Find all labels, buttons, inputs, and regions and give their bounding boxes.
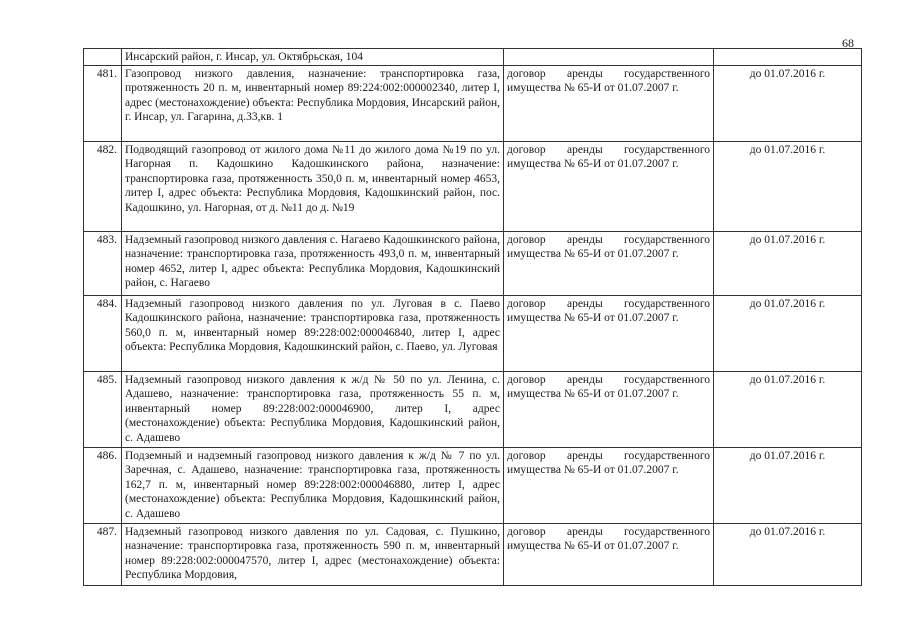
row-basis-cell bbox=[504, 141, 714, 231]
table-row bbox=[84, 371, 862, 447]
row-basis-cell bbox=[504, 371, 714, 447]
row-basis: договор аренды государственного имущества № 65-И от 01.07.2007 г. bbox=[507, 143, 710, 171]
row-number: 485. bbox=[96, 373, 117, 386]
row-description-cell bbox=[122, 141, 504, 231]
row-term: до 01.07.2016 г. bbox=[749, 449, 826, 462]
row-basis-cell bbox=[504, 49, 714, 66]
table-row bbox=[84, 65, 862, 141]
row-basis: договор аренды государственного имущества № 65-И от 01.07.2007 г. bbox=[507, 297, 710, 325]
row-term: до 01.07.2016 г. bbox=[749, 525, 826, 538]
row-basis: договор аренды государственного имущества № 65-И от 01.07.2007 г. bbox=[507, 373, 710, 401]
property-table bbox=[83, 48, 862, 586]
row-term-cell bbox=[714, 65, 862, 141]
row-description: Надземный газопровод низкого давления с. Нагаево Кадошкинского района, назначение: транспортировка газа, протяженность 493,0 п. м, инвентарный номер 4652, литер I, адрес объекта: Республика Мордовия, Кадошкинский район, с. Нагаево bbox=[125, 233, 500, 290]
row-basis-cell bbox=[504, 65, 714, 141]
row-term: до 01.07.2016 г. bbox=[749, 373, 826, 386]
row-basis-cell bbox=[504, 231, 714, 295]
row-basis-cell bbox=[504, 447, 714, 523]
page-number: 68 bbox=[842, 36, 854, 50]
row-basis: договор аренды государственного имущества № 65-И от 01.07.2007 г. bbox=[507, 233, 710, 261]
table-row bbox=[84, 141, 862, 231]
row-number-cell bbox=[84, 523, 122, 585]
row-description-cell bbox=[122, 231, 504, 295]
row-term: до 01.07.2016 г. bbox=[749, 67, 826, 80]
table-row-continuation bbox=[84, 49, 862, 66]
row-description: Надземный газопровод низкого давления по ул. Садовая, с. Пушкино, назначение: транспортировка газа, протяженность 590 п. м, инвентарный номер 89:228:002:000047570, литер I, адрес (местонахождение) объекта: Республика Мордовия, bbox=[125, 525, 500, 582]
row-term: до 01.07.2016 г. bbox=[749, 143, 826, 156]
row-description-cell bbox=[122, 295, 504, 371]
row-term-cell bbox=[714, 371, 862, 447]
table-row bbox=[84, 231, 862, 295]
row-number: 487. bbox=[96, 525, 117, 538]
row-basis: договор аренды государственного имущества № 65-И от 01.07.2007 г. bbox=[507, 67, 710, 95]
row-basis: договор аренды государственного имущества № 65-И от 01.07.2007 г. bbox=[507, 449, 710, 477]
row-description: Подземный и надземный газопровод низкого давления к ж/д № 7 по ул. Заречная, с. Адашево, назначение: транспортировка газа, протяженность 162,7 п. м, инвентарный номер 89:228:002:000046880, литер I, адрес (местонахождение) объекта: Республика Мордовия, Кадошкинский район, с. Адашево bbox=[125, 449, 500, 520]
row-description-cell bbox=[122, 447, 504, 523]
table-row bbox=[84, 295, 862, 371]
row-term-cell bbox=[714, 447, 862, 523]
row-number-cell bbox=[84, 447, 122, 523]
row-term-cell bbox=[714, 49, 862, 66]
row-term-cell bbox=[714, 523, 862, 585]
row-basis: договор аренды государственного имущества № 65-И от 01.07.2007 г. bbox=[507, 525, 710, 553]
row-number: 481. bbox=[96, 67, 117, 80]
table-row bbox=[84, 447, 862, 523]
row-number: 484. bbox=[96, 297, 117, 310]
row-description: Надземный газопровод низкого давления по ул. Луговая в с. Паево Кадошкинского района, назначение: транспортировка газа, протяженность 560,0 п. м, инвентарный номер 89:228:002:000046840, литер I, адрес объекта: Республика Мордовия, Кадошкинский район, с. Паево, ул. Луговая bbox=[125, 297, 500, 354]
row-description: Инсарский район, г. Инсар, ул. Октябрьская, 104 bbox=[125, 51, 363, 63]
row-term-cell bbox=[714, 295, 862, 371]
row-term: до 01.07.2016 г. bbox=[749, 233, 826, 246]
row-description-cell bbox=[122, 65, 504, 141]
row-description: Газопровод низкого давления, назначение: транспортировка газа, протяженность 20 п. м, инвентарный номер 89:224:002:000002340, литер I, адрес (местонахождение) объекта: Республика Мордовия, Инсарский район, г. Инсар, ул. Гагарина, д.33,кв. 1 bbox=[125, 67, 500, 124]
row-number: 486. bbox=[96, 449, 117, 462]
row-basis-cell bbox=[504, 295, 714, 371]
row-term-cell bbox=[714, 141, 862, 231]
row-term: до 01.07.2016 г. bbox=[749, 297, 826, 310]
row-number-cell bbox=[84, 141, 122, 231]
row-description-cell bbox=[122, 49, 504, 66]
row-description: Надземный газопровод низкого давления к ж/д № 50 по ул. Ленина, с. Адашево, назначение: транспортировка газа, протяженность 55 п. м, инвентарный номер 89:228:002:000046900, литер I, адрес (местонахождение) объекта: Республика Мордовия, Кадошкинский район, с. Адашево bbox=[125, 373, 500, 444]
row-number: 482. bbox=[96, 143, 117, 156]
row-number-cell bbox=[84, 295, 122, 371]
row-number-cell bbox=[84, 371, 122, 447]
row-description-cell bbox=[122, 523, 504, 585]
row-number-cell bbox=[84, 65, 122, 141]
row-description: Подводящий газопровод от жилого дома №11 до жилого дома №19 по ул. Нагорная п. Кадошкино Кадошкинского района, назначение: транспортировка газа, протяженность 350,0 п. м, инвентарный номер 4653, литер I, адрес объекта: Республика Мордовия, Кадошкинский район, пос. Кадошкино, ул. Нагорная, от д. №11 до д. №19 bbox=[125, 143, 500, 214]
row-description-cell bbox=[122, 371, 504, 447]
row-basis-cell bbox=[504, 523, 714, 585]
table-row bbox=[84, 523, 862, 585]
row-number-cell bbox=[84, 49, 122, 66]
property-table-body bbox=[84, 49, 862, 586]
row-term-cell bbox=[714, 231, 862, 295]
row-number: 483. bbox=[96, 233, 117, 246]
row-number-cell bbox=[84, 231, 122, 295]
